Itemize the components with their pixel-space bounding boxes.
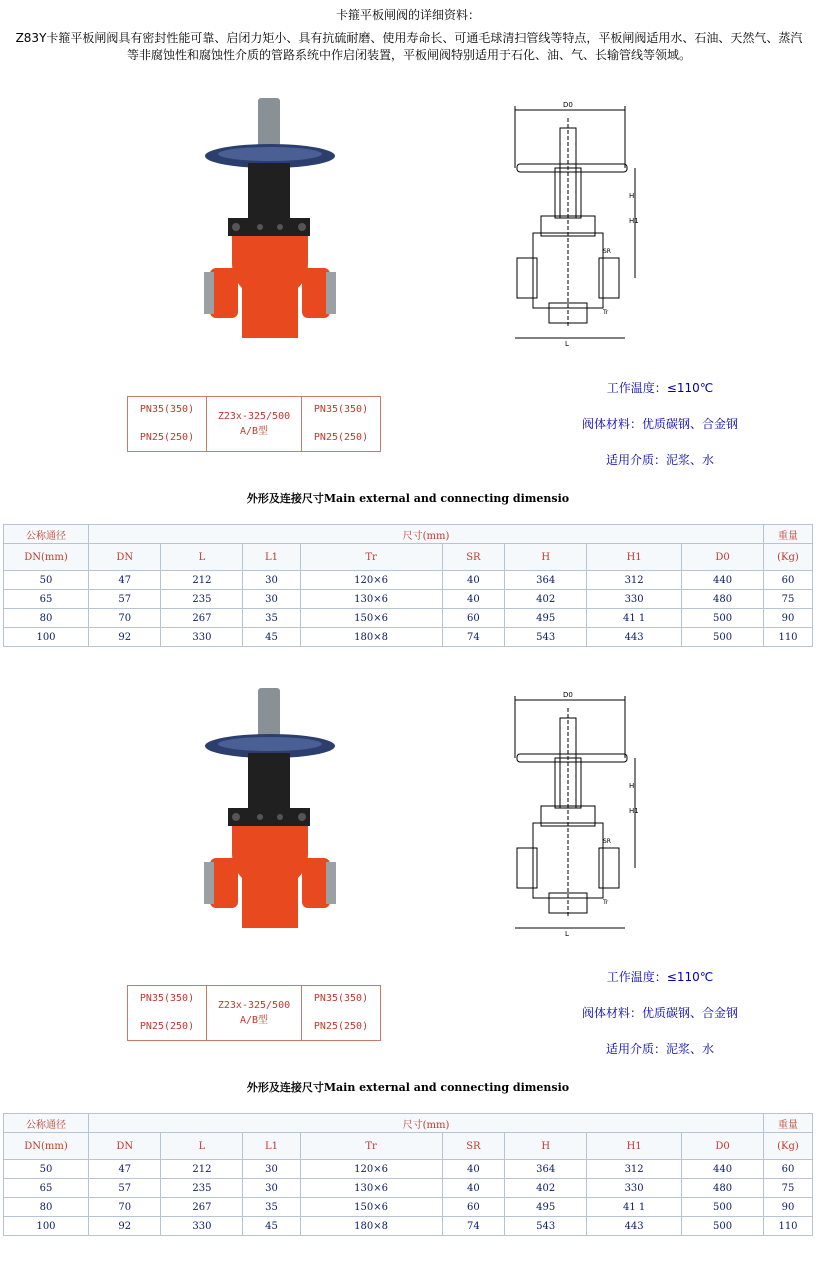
table-cell: 267: [161, 609, 243, 628]
valve-inlet: [210, 268, 238, 318]
table-cell: 30: [243, 571, 300, 590]
column-header: Tr: [300, 544, 442, 571]
valve-bonnet-flange: [228, 808, 310, 826]
pn-top-right: PN35(350): [313, 993, 369, 1004]
table-cell: 443: [587, 1217, 682, 1236]
column-header: DN: [89, 1133, 161, 1160]
property-material: 阀体材料：优质碳钢、合金钢: [581, 417, 738, 431]
table-cell: 45: [243, 628, 300, 647]
valve-bonnet-flange: [228, 218, 310, 236]
table-cell: 75: [764, 1179, 813, 1198]
valve-technical-drawing: [505, 688, 645, 938]
table-cell: 50: [4, 1160, 89, 1179]
table-row: [4, 1160, 813, 1179]
table-cell: 80: [4, 609, 89, 628]
table-cell: 500: [682, 1217, 764, 1236]
table-cell: 480: [682, 590, 764, 609]
table-row: [4, 1198, 813, 1217]
column-header: H1: [587, 1133, 682, 1160]
table-cell: 330: [161, 628, 243, 647]
weight-header-top: 重量: [764, 525, 813, 544]
table-cell: 443: [587, 628, 682, 647]
table-cell: 500: [682, 628, 764, 647]
weight-header-bottom: (Kg): [764, 544, 813, 571]
dimensions-table: [3, 1113, 813, 1236]
pn-top-right: PN35(350): [313, 404, 369, 415]
property-temperature: 工作温度：≤110℃: [606, 381, 714, 395]
size-header: 尺寸(mm): [89, 525, 764, 544]
weight-header-bottom: (Kg): [764, 1133, 813, 1160]
pn-bottom-right: PN25(250): [313, 432, 369, 443]
table-cell: 65: [4, 590, 89, 609]
table-cell: 212: [161, 1160, 243, 1179]
column-header: Tr: [300, 1133, 442, 1160]
table-cell: 267: [161, 1198, 243, 1217]
drawing-label-h: H: [629, 782, 635, 790]
nominal-diameter-header-top: 公称通径: [4, 1114, 89, 1133]
table-cell: 40: [442, 1160, 505, 1179]
column-header: L: [161, 1133, 243, 1160]
table-row: [4, 590, 813, 609]
drawing-label-sr: SR: [603, 838, 611, 845]
column-header: SR: [442, 1133, 505, 1160]
table-cell: 74: [442, 1217, 505, 1236]
nominal-diameter-header-bottom: DN(mm): [4, 1133, 89, 1160]
table-cell: 41 1: [587, 1198, 682, 1217]
dimensions-caption: 外形及连接尺寸Main external and connecting dimensio: [246, 492, 570, 505]
valve-photo: [200, 678, 340, 948]
table-cell: 50: [4, 571, 89, 590]
column-header: L1: [243, 1133, 300, 1160]
table-cell: 35: [243, 609, 300, 628]
spec-box: [127, 985, 381, 1041]
valve-outlet: [302, 268, 330, 318]
table-cell: 364: [505, 1160, 587, 1179]
table-cell: 180×8: [300, 1217, 442, 1236]
table-cell: 364: [505, 571, 587, 590]
size-header: 尺寸(mm): [89, 1114, 764, 1133]
column-header: H: [505, 544, 587, 571]
table-cell: 30: [243, 1160, 300, 1179]
table-cell: 543: [505, 628, 587, 647]
table-cell: 40: [442, 571, 505, 590]
table-cell: 57: [89, 1179, 161, 1198]
drawing-label-h1: H1: [629, 217, 639, 225]
nominal-diameter-header-top: 公称通径: [4, 525, 89, 544]
property-temperature: 工作温度：≤110℃: [606, 970, 714, 984]
property-medium: 适用介质：泥浆、水: [605, 1042, 714, 1056]
table-cell: 330: [587, 1179, 682, 1198]
table-row: [4, 571, 813, 590]
table-cell: 235: [161, 1179, 243, 1198]
table-cell: 60: [442, 609, 505, 628]
table-cell: 402: [505, 1179, 587, 1198]
dimensions-table: [3, 524, 813, 647]
valve-outlet: [302, 858, 330, 908]
column-header: D0: [682, 544, 764, 571]
table-cell: 40: [442, 1179, 505, 1198]
table-cell: 74: [442, 628, 505, 647]
pn-top-left: PN35(350): [139, 993, 195, 1004]
table-row: [4, 1179, 813, 1198]
weight-header-top: 重量: [764, 1114, 813, 1133]
valve-technical-drawing: [505, 98, 645, 348]
valve-yoke: [248, 753, 290, 813]
drawing-label-sr: SR: [603, 248, 611, 255]
table-cell: 130×6: [300, 590, 442, 609]
model-label: Z23x-325/500 A/B型: [207, 986, 302, 1041]
table-cell: 90: [764, 1198, 813, 1217]
table-cell: 41 1: [587, 609, 682, 628]
table-cell: 92: [89, 628, 161, 647]
table-cell: 75: [764, 590, 813, 609]
table-cell: 543: [505, 1217, 587, 1236]
properties-list: [560, 378, 760, 486]
column-header: DN: [89, 544, 161, 571]
table-cell: 480: [682, 1179, 764, 1198]
table-cell: 150×6: [300, 1198, 442, 1217]
table-cell: 100: [4, 628, 89, 647]
table-cell: 60: [764, 571, 813, 590]
nominal-diameter-header-bottom: DN(mm): [4, 544, 89, 571]
table-cell: 45: [243, 1217, 300, 1236]
table-cell: 495: [505, 609, 587, 628]
table-cell: 235: [161, 590, 243, 609]
table-row: [4, 609, 813, 628]
table-cell: 60: [764, 1160, 813, 1179]
table-cell: 70: [89, 1198, 161, 1217]
property-material: 阀体材料：优质碳钢、合金钢: [581, 1006, 738, 1020]
table-cell: 47: [89, 1160, 161, 1179]
table-cell: 180×8: [300, 628, 442, 647]
drawing-label-l: L: [565, 340, 569, 348]
table-cell: 92: [89, 1217, 161, 1236]
table-cell: 35: [243, 1198, 300, 1217]
spec-box: [127, 396, 381, 452]
column-header: L: [161, 544, 243, 571]
table-cell: 500: [682, 1198, 764, 1217]
pn-bottom-left: PN25(250): [139, 432, 195, 443]
table-cell: 110: [764, 1217, 813, 1236]
table-cell: 80: [4, 1198, 89, 1217]
drawing-label-do: D0: [563, 101, 573, 109]
table-cell: 500: [682, 609, 764, 628]
table-cell: 440: [682, 571, 764, 590]
table-row: [4, 1217, 813, 1236]
intro-text: Z83Y卡箍平板闸阀具有密封性能可靠、启闭力矩小、具有抗硫耐磨、使用寿命长、可通毛球清扫管线等特点，平板闸阀适用水、石油、天然气、蒸汽等非腐蚀性和腐蚀性介质的管路系统中作启闭装置，平板闸阀特别适用于石化、油、气、长输管线等领域。: [15, 31, 803, 62]
table-cell: 495: [505, 1198, 587, 1217]
drawing-label-h1: H1: [629, 807, 639, 815]
column-header: H1: [587, 544, 682, 571]
drawing-label-h: H: [629, 192, 635, 200]
table-cell: 65: [4, 1179, 89, 1198]
table-row: [4, 628, 813, 647]
property-medium: 适用介质：泥浆、水: [605, 453, 714, 467]
table-cell: 110: [764, 628, 813, 647]
intro-title: 卡箍平板闸阀的详细资料：: [335, 8, 480, 22]
valve-photo: [200, 88, 340, 358]
pn-bottom-right: PN25(250): [313, 1021, 369, 1032]
table-cell: 212: [161, 571, 243, 590]
column-header: SR: [442, 544, 505, 571]
table-cell: 100: [4, 1217, 89, 1236]
table-cell: 90: [764, 609, 813, 628]
column-header: H: [505, 1133, 587, 1160]
pn-bottom-left: PN25(250): [139, 1021, 195, 1032]
column-header: D0: [682, 1133, 764, 1160]
pn-top-left: PN35(350): [139, 404, 195, 415]
table-cell: 40: [442, 590, 505, 609]
valve-body: [232, 826, 308, 928]
table-cell: 47: [89, 571, 161, 590]
table-cell: 130×6: [300, 1179, 442, 1198]
valve-body: [232, 236, 308, 338]
valve-yoke: [248, 163, 290, 223]
column-header: L1: [243, 544, 300, 571]
table-cell: 120×6: [300, 1160, 442, 1179]
drawing-label-l: L: [565, 930, 569, 938]
table-cell: 150×6: [300, 609, 442, 628]
table-cell: 330: [587, 590, 682, 609]
table-cell: 402: [505, 590, 587, 609]
drawing-label-tr: Tr: [603, 899, 609, 906]
drawing-label-tr: Tr: [603, 309, 609, 316]
table-cell: 30: [243, 1179, 300, 1198]
table-cell: 312: [587, 571, 682, 590]
valve-inlet: [210, 858, 238, 908]
dimensions-caption: 外形及连接尺寸Main external and connecting dimensio: [246, 1081, 570, 1094]
table-cell: 30: [243, 590, 300, 609]
properties-list: [560, 967, 760, 1075]
table-cell: 312: [587, 1160, 682, 1179]
table-cell: 120×6: [300, 571, 442, 590]
table-cell: 330: [161, 1217, 243, 1236]
table-cell: 70: [89, 609, 161, 628]
table-cell: 60: [442, 1198, 505, 1217]
model-label: Z23x-325/500 A/B型: [207, 397, 302, 452]
table-cell: 57: [89, 590, 161, 609]
table-cell: 440: [682, 1160, 764, 1179]
drawing-label-do: D0: [563, 691, 573, 699]
